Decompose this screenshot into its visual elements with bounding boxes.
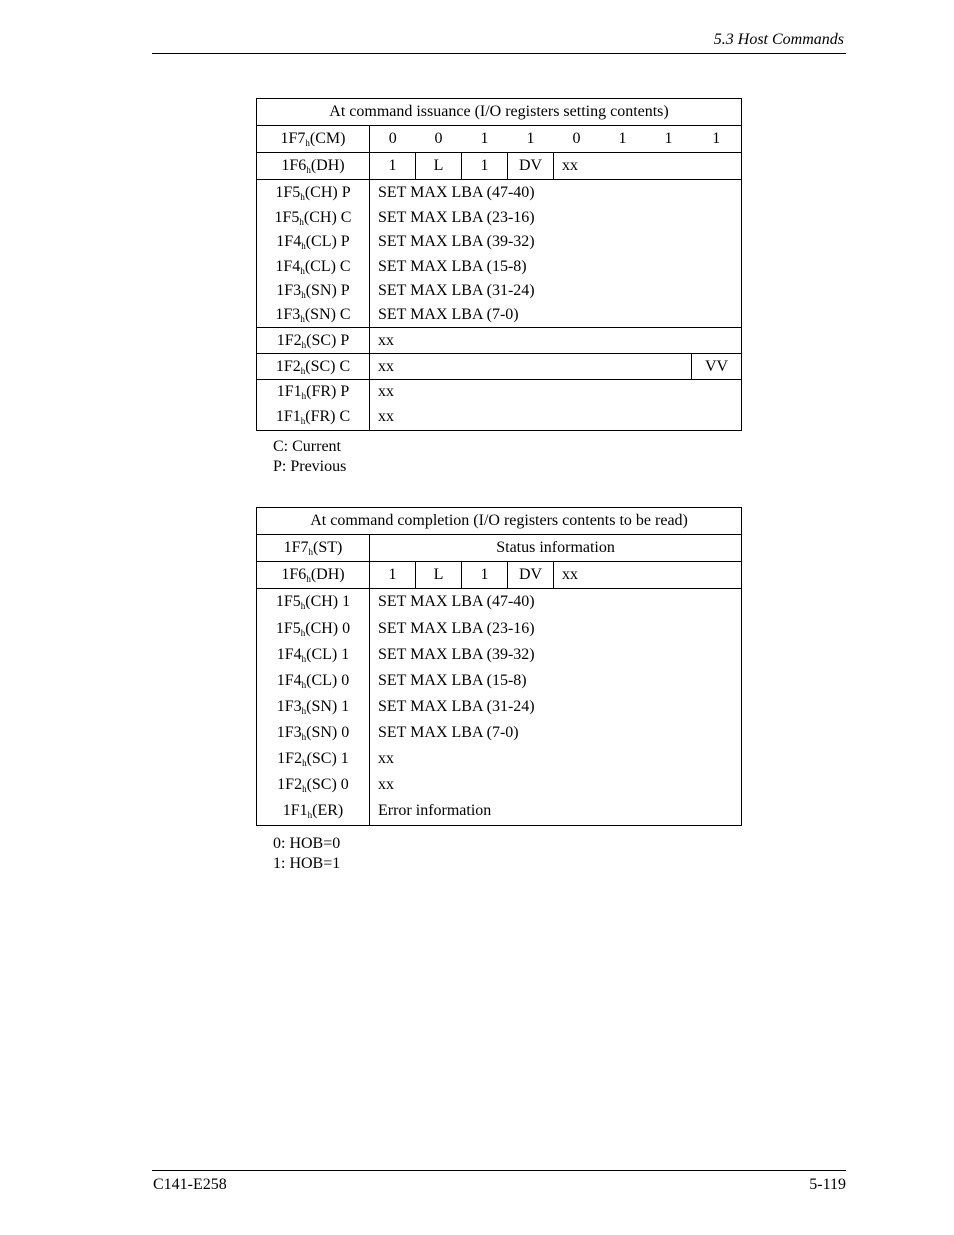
completion-register-table [256,507,742,826]
register-value: xx [370,746,742,772]
lba-register-row [257,304,742,328]
bit-5: 1 [462,126,508,153]
status-information: Status information [370,535,742,562]
result-register-row [257,746,742,772]
register-label: $1F5_h(CH)$ C [257,206,370,230]
result-register-row [257,694,742,720]
bit-3: 0 [554,126,600,153]
running-header: 5.3 Host Commands [713,31,844,48]
result-register-row [257,668,742,694]
register-label: $1F5_h(CH)$ 0 [257,616,370,642]
result-register-row [257,589,742,616]
register-value: xx [370,772,742,798]
register-label: $1F3_h(SN)$ C [257,304,370,328]
legend-hob-0: 0: HOB=0 [273,835,341,852]
bit-1: 1 [646,126,692,153]
footer-rule [152,1170,846,1171]
result-register-row [257,616,742,642]
register-value: SET MAX LBA (15-8) [370,255,742,279]
fr-register-row [257,405,742,431]
cm-register-row [257,126,742,153]
lba-register-row [257,230,742,255]
register-value: xx [370,328,742,354]
sc-previous-row [257,328,742,354]
register-value: xx [370,405,742,431]
result-register-row [257,798,742,826]
register-label: $1F3_h(SN)$ 1 [257,694,370,720]
issuance-register-table [256,98,742,431]
register-value: SET MAX LBA (39-32) [370,230,742,255]
sc-current-row [257,354,742,380]
bit-7: 1 [370,562,416,589]
result-register-row [257,772,742,798]
register-label: $1F2_h(SC)$ 1 [257,746,370,772]
register-value: SET MAX LBA (31-24) [370,279,742,304]
bit-6: 0 [416,126,462,153]
register-value: SET MAX LBA (31-24) [370,694,742,720]
lba-register-row [257,255,742,279]
register-label: $1F3_h(SN)$ 0 [257,720,370,746]
register-value: SET MAX LBA (23-16) [370,616,742,642]
lba-register-row [257,206,742,230]
result-register-row [257,720,742,746]
register-label: $1F1_h(FR)$ C [257,405,370,431]
lba-register-row [257,180,742,206]
completion-legend [273,834,340,874]
dh-register-row [257,562,742,589]
bit-2: 1 [600,126,646,153]
register-label: $1F5_h(CH)$ 1 [257,589,370,616]
register-label: $1F5_h(CH)$ P [257,180,370,206]
dh-rest-value: xx [554,153,742,180]
legend-hob-1: 1: HOB=1 [273,855,341,872]
legend-current: C: Current [273,438,341,455]
st-register-row [257,535,742,562]
completion-table-title: At command completion (I/O registers contents to be read) [257,508,742,535]
bit-4: DV [508,153,554,180]
sc-vv-bits: VV [692,354,742,380]
register-label: $1F7_h(ST)$ [257,535,370,562]
bit-5: 1 [462,153,508,180]
bit-4: DV [508,562,554,589]
register-value: SET MAX LBA (47-40) [370,589,742,616]
register-value: Error information [370,798,742,826]
register-value: xx [370,354,692,380]
register-value: xx [370,380,742,405]
register-label: $1F1_h(ER)$ [257,798,370,826]
legend-previous: P: Previous [273,458,347,475]
register-label: $1F4_h(CL)$ P [257,230,370,255]
bit-6: L [416,153,462,180]
register-value: SET MAX LBA (47-40) [370,180,742,206]
bit-7: 0 [370,126,416,153]
register-label: $1F3_h(SN)$ P [257,279,370,304]
bit-5: 1 [462,562,508,589]
register-label: $1F2_h(SC)$ C [257,354,370,380]
dh-rest-value: xx [554,562,742,589]
register-label: $1F6_h(DH)$ [257,153,370,180]
header-rule [152,53,846,54]
register-value: SET MAX LBA (7-0) [370,720,742,746]
fr-register-row [257,380,742,405]
page-number: 5-119 [809,1176,846,1193]
register-label: $1F2_h(SC)$ P [257,328,370,354]
register-value: SET MAX LBA (7-0) [370,304,742,328]
register-label: $1F2_h(SC)$ 0 [257,772,370,798]
bit-4: 1 [508,126,554,153]
register-label: $1F7_h(CM)$ [257,126,370,153]
register-label: $1F4_h(CL)$ C [257,255,370,279]
register-value: SET MAX LBA (23-16) [370,206,742,230]
register-value: SET MAX LBA (39-32) [370,642,742,668]
dh-register-row [257,153,742,180]
issuance-table-title: At command issuance (I/O registers setting contents) [257,99,742,126]
bit-6: L [416,562,462,589]
register-label: $1F4_h(CL)$ 0 [257,668,370,694]
register-value: SET MAX LBA (15-8) [370,668,742,694]
register-label: $1F1_h(FR)$ P [257,380,370,405]
document-id: C141-E258 [153,1176,227,1193]
result-register-row [257,642,742,668]
bit-0: 1 [692,126,742,153]
register-label: $1F6_h(DH)$ [257,562,370,589]
issuance-legend [273,437,346,477]
register-label: $1F4_h(CL)$ 1 [257,642,370,668]
lba-register-row [257,279,742,304]
bit-7: 1 [370,153,416,180]
